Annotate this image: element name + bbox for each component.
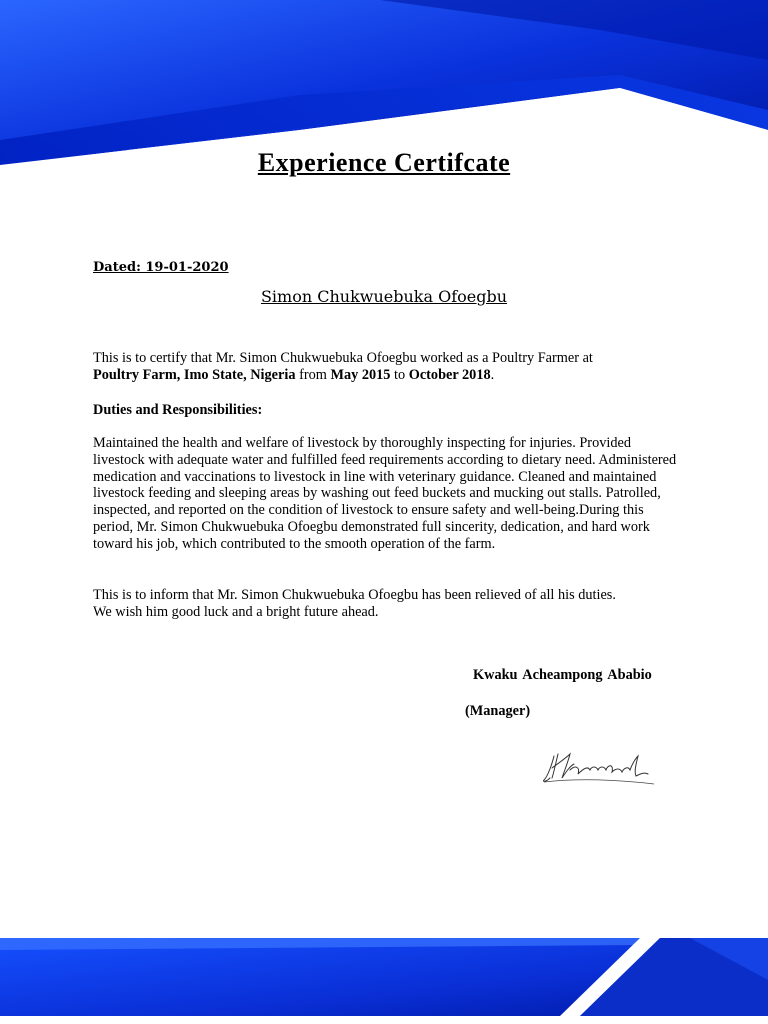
intro-paragraph (93, 350, 678, 384)
closing-line-1: This is to inform that Mr. Simon Chukwuebuka Ofoegbu has been relieved of all his duties. (93, 587, 616, 603)
start-date: May 2015 (330, 366, 391, 383)
end-date: October 2018 (408, 366, 491, 383)
closing-line-2: We wish him good luck and a bright future ahead. (93, 603, 379, 620)
closing-paragraph (93, 587, 678, 621)
certificate-title: Experience Certifcate (257, 148, 511, 177)
from-word: from (299, 366, 327, 383)
to-word: to (394, 366, 406, 383)
workplace: Poultry Farm, Imo State, Nigeria (93, 366, 296, 383)
bottom-wave-decoration (0, 930, 768, 1024)
handwritten-signature (540, 748, 660, 788)
signer-title: (Manager) (465, 703, 531, 719)
signer-name: Kwaku Acheampong Ababio (473, 667, 652, 683)
duties-heading: Duties and Responsibilities: (93, 402, 263, 418)
duties-paragraph: Maintained the health and welfare of livestock by thoroughly inspecting for injuries. Provided livestock with adequate water and fulfilled feed requirements according to dietary need. Administered medication and vaccinations to livestock in line with veterinary guidance. Cleaned and maintained livestock feeding and sleeping areas by washing out feed buckets and mucking out stalls. Patrolled, inspected, and reported on the condition of livestock to ensure safety and well-being.During this period, Mr. Simon Chukwuebuka Ofoegbu demonstrated full sincerity, dedication, and hard work toward his job, which contributed to the smooth operation of the farm. (93, 435, 677, 552)
issue-date: Dated: 19-01-2020 (93, 260, 229, 275)
recipient-name: Simon Chukwuebuka Ofoegbu (260, 287, 508, 306)
intro-prefix: This is to certify that Mr. Simon Chukwuebuka Ofoegbu worked as a Poultry Farmer at (93, 350, 593, 366)
end-punctuation: . (490, 366, 495, 383)
